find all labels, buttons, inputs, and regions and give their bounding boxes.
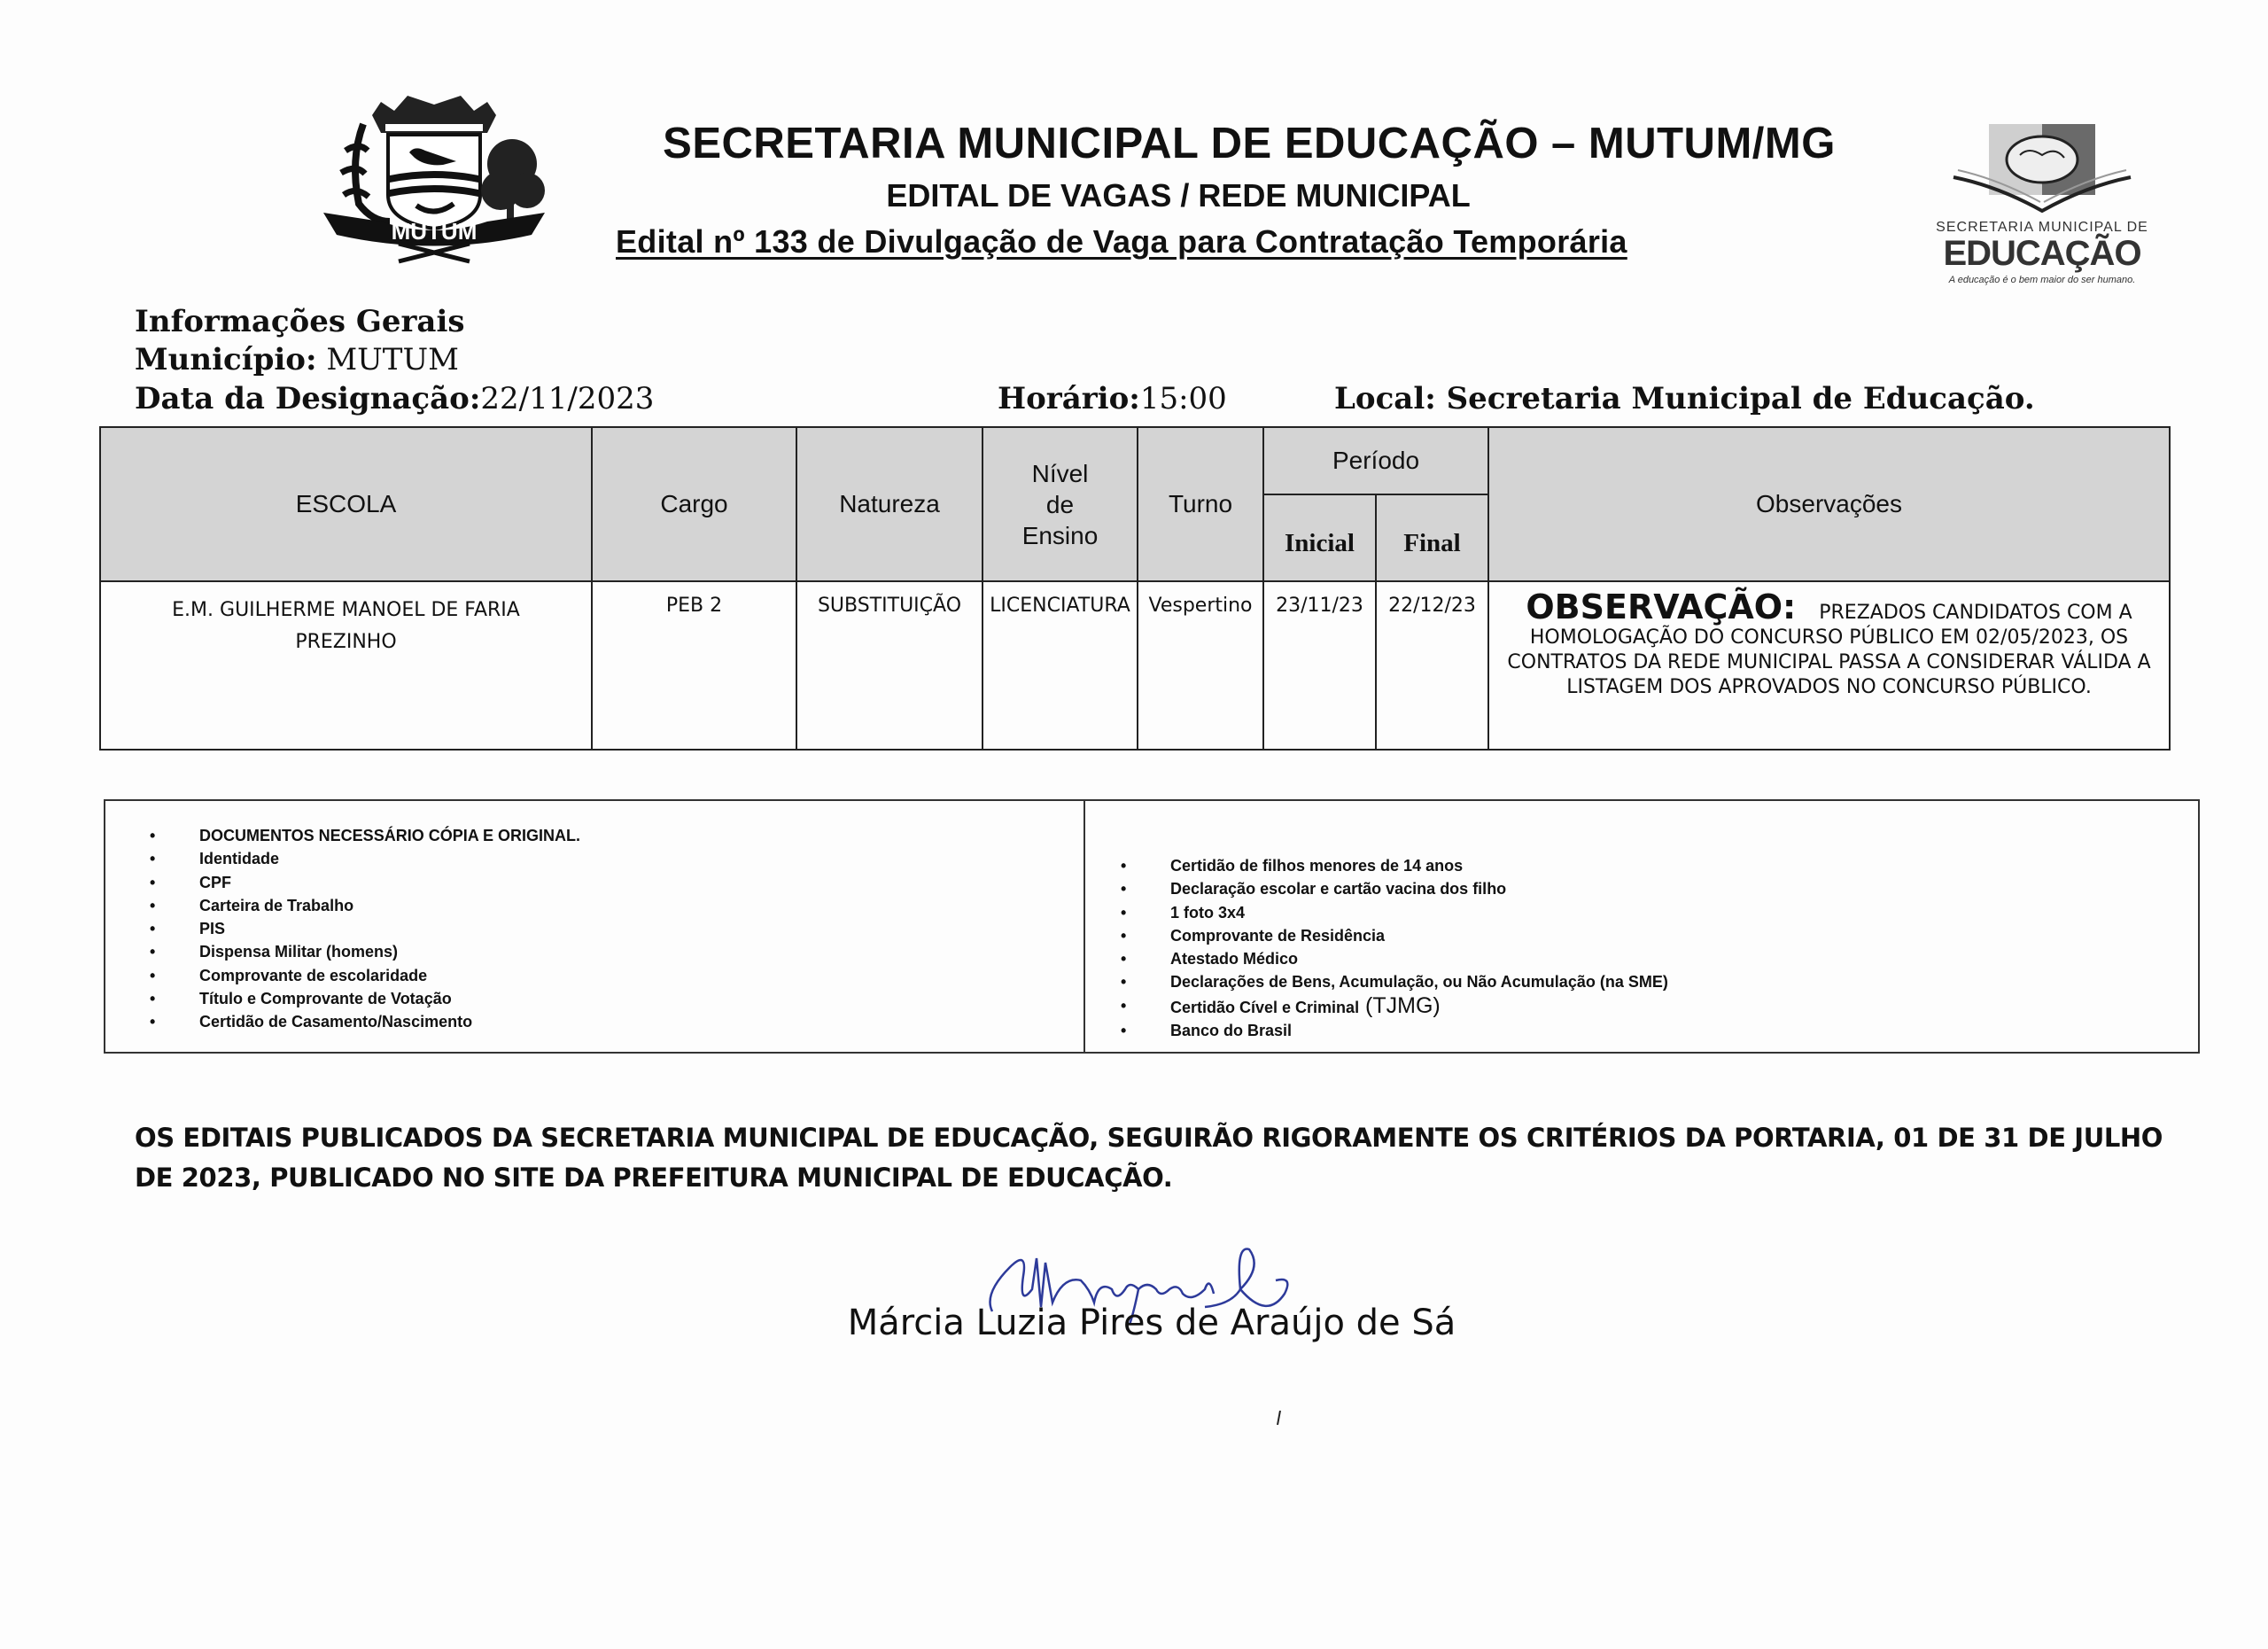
document-label: Comprovante de escolaridade <box>199 966 428 984</box>
edital-heading: Edital nº 133 de Divulgação de Vaga para Contratação Temporária <box>616 223 1627 260</box>
document-item <box>1121 854 2198 877</box>
document-item <box>150 917 1084 940</box>
portaria-notice: OS EDITAIS PUBLICADOS DA SECRETARIA MUNICIPAL DE EDUCAÇÃO, SEGUIRÃO RIGORAMENTE OS CRITÉRIOS DA PORTARIA, 01 DE 31 DE JULHO DE 2023, PUBLICADO NO SITE DA PREFEITURA MUNICIPAL DE EDUCAÇÃO. <box>135 1123 2163 1193</box>
header-nivel-line1: Nível <box>1031 459 1089 487</box>
header-final: Final <box>1376 494 1488 581</box>
logo-tagline: A educação é o bem maior do ser humano. <box>1948 275 2136 285</box>
info-data-designacao <box>135 381 654 416</box>
document-title: SECRETARIA MUNICIPAL DE EDUCAÇÃO – MUTUM/MG <box>663 120 1836 167</box>
document-label: Certidão de filhos menores de 14 anos <box>1170 857 1464 875</box>
bullet-icon: • <box>150 850 156 868</box>
header-nivel-ensino <box>983 427 1138 581</box>
document-item <box>150 964 1084 987</box>
cell-natureza: SUBSTITUIÇÃO <box>796 581 983 750</box>
cell-nivel: LICENCIATURA <box>983 581 1138 750</box>
observacao-label: OBSERVAÇÃO: <box>1526 587 1797 626</box>
document-label: Identidade <box>199 850 280 868</box>
document-label: Comprovante de Residência <box>1170 926 1386 945</box>
document-item <box>1121 970 2198 993</box>
document-label: Atestado Médico <box>1170 950 1299 968</box>
document-label: Título e Comprovante de Votação <box>199 990 452 1008</box>
document-item <box>150 847 1084 870</box>
document-item <box>1121 877 2198 900</box>
mutum-coat-of-arms-logo <box>310 89 558 266</box>
bullet-icon: • <box>150 943 156 961</box>
cell-turno: Vespertino <box>1138 581 1263 750</box>
observacao-text: PREZADOS CANDIDATOS COM A HOMOLOGAÇÃO DO CONCURSO PÚBLICO EM 02/05/2023, OS CONTRATOS DA REDE MUNICIPAL PASSA A CONSIDERAR VÁLIDA A LISTAGEM DOS APROVADOS NO CONCURSO PÚBLICO. <box>1507 602 2151 698</box>
bullet-icon: • <box>1121 880 1127 898</box>
bullet-icon: • <box>150 896 156 914</box>
document-label: Carteira de Trabalho <box>199 896 354 914</box>
escola-line1: E.M. GUILHERME MANOEL DE FARIA <box>172 599 520 621</box>
info-section-title: Informações Gerais <box>135 304 465 339</box>
info-local <box>1334 381 2035 416</box>
scan-mark <box>1276 1411 1283 1427</box>
document-label: Declaração escolar e cartão vacina dos filho <box>1170 880 1507 898</box>
signer-name: Márcia Luzia Pires de Araújo de Sá <box>847 1303 1456 1343</box>
header-nivel-line3: Ensino <box>1021 521 1099 549</box>
document-item <box>1121 924 2198 947</box>
document-label: Certidão de Casamento/Nascimento <box>199 1013 473 1031</box>
header-cargo: Cargo <box>592 427 796 581</box>
document-label-suffix: (TJMG) <box>1359 992 1441 1018</box>
bullet-icon: • <box>150 827 156 844</box>
document-label: Banco do Brasil <box>1170 1022 1293 1040</box>
document-item <box>150 824 1084 847</box>
secretaria-educacao-logo <box>1918 115 2166 292</box>
document-item <box>1121 1019 2198 1042</box>
escola-line2: PREZINHO <box>295 631 397 653</box>
info-horario <box>998 381 1227 416</box>
cell-observacoes <box>1488 581 2170 750</box>
horario-value: 15:00 <box>1139 381 1227 416</box>
brain-icon <box>2007 136 2078 183</box>
document-item <box>150 1010 1084 1033</box>
document-item <box>150 987 1084 1010</box>
document-label: CPF <box>199 873 231 891</box>
data-value: 22/11/2023 <box>480 381 655 416</box>
bullet-icon: • <box>150 873 156 891</box>
cell-escola <box>100 581 592 750</box>
bullet-icon: • <box>1121 1022 1127 1040</box>
bullet-icon: • <box>1121 950 1127 968</box>
document-item <box>150 871 1084 894</box>
bullet-icon: • <box>1121 926 1127 945</box>
document-label: 1 foto 3x4 <box>1170 903 1246 922</box>
vacancies-table <box>99 426 2169 751</box>
data-label: Data da Designação: <box>135 381 481 416</box>
document-label: PIS <box>199 920 226 938</box>
bullet-icon: • <box>1121 996 1127 1015</box>
svg-text:MUTUM: MUTUM <box>391 218 478 245</box>
document-item <box>1121 947 2198 970</box>
document-item <box>1121 901 2198 924</box>
header-nivel-line2: de <box>1045 490 1075 518</box>
document-label: DOCUMENTOS NECESSÁRIO CÓPIA E ORIGINAL. <box>199 827 581 844</box>
table-row <box>100 581 2170 750</box>
document-label: Declarações de Bens, Acumulação, ou Não Acumulação (na SME) <box>1170 973 1668 992</box>
required-documents-box <box>104 799 2200 1054</box>
logo-line1: SECRETARIA MUNICIPAL DE <box>1936 220 2148 235</box>
header-inicial: Inicial <box>1263 494 1376 581</box>
bullet-icon: • <box>150 920 156 938</box>
cell-inicial: 23/11/23 <box>1263 581 1376 750</box>
document-item <box>150 894 1084 917</box>
document-subtitle: EDITAL DE VAGAS / REDE MUNICIPAL <box>886 177 1471 214</box>
header-periodo: Período <box>1263 427 1488 494</box>
header-turno: Turno <box>1138 427 1263 581</box>
logo-line2: EDUCAÇÃO <box>1943 234 2141 273</box>
bullet-icon: • <box>150 1013 156 1031</box>
documents-left-column <box>105 801 1085 1052</box>
cell-final: 22/12/23 <box>1376 581 1488 750</box>
bullet-icon: • <box>1121 973 1127 992</box>
documents-right-column <box>1085 801 2198 1052</box>
bullet-icon: • <box>150 966 156 984</box>
municipio-label: Município: <box>135 342 317 377</box>
header-natureza: Natureza <box>796 427 983 581</box>
document-item <box>150 940 1084 963</box>
info-municipio <box>135 342 459 377</box>
cell-cargo: PEB 2 <box>592 581 796 750</box>
header-escola: ESCOLA <box>100 427 592 581</box>
bullet-icon: • <box>150 990 156 1008</box>
local-label: Local: Secretaria Municipal de Educação. <box>1334 381 2035 416</box>
bullet-icon: • <box>1121 857 1127 875</box>
municipio-value: MUTUM <box>316 342 459 377</box>
bullet-icon: • <box>1121 903 1127 922</box>
document-label: Certidão Cível e Criminal <box>1170 998 1360 1016</box>
document-item <box>1121 994 2198 1019</box>
horario-label: Horário: <box>998 381 1140 416</box>
header-observacoes: Observações <box>1488 427 2170 581</box>
document-label: Dispensa Militar (homens) <box>199 943 399 961</box>
